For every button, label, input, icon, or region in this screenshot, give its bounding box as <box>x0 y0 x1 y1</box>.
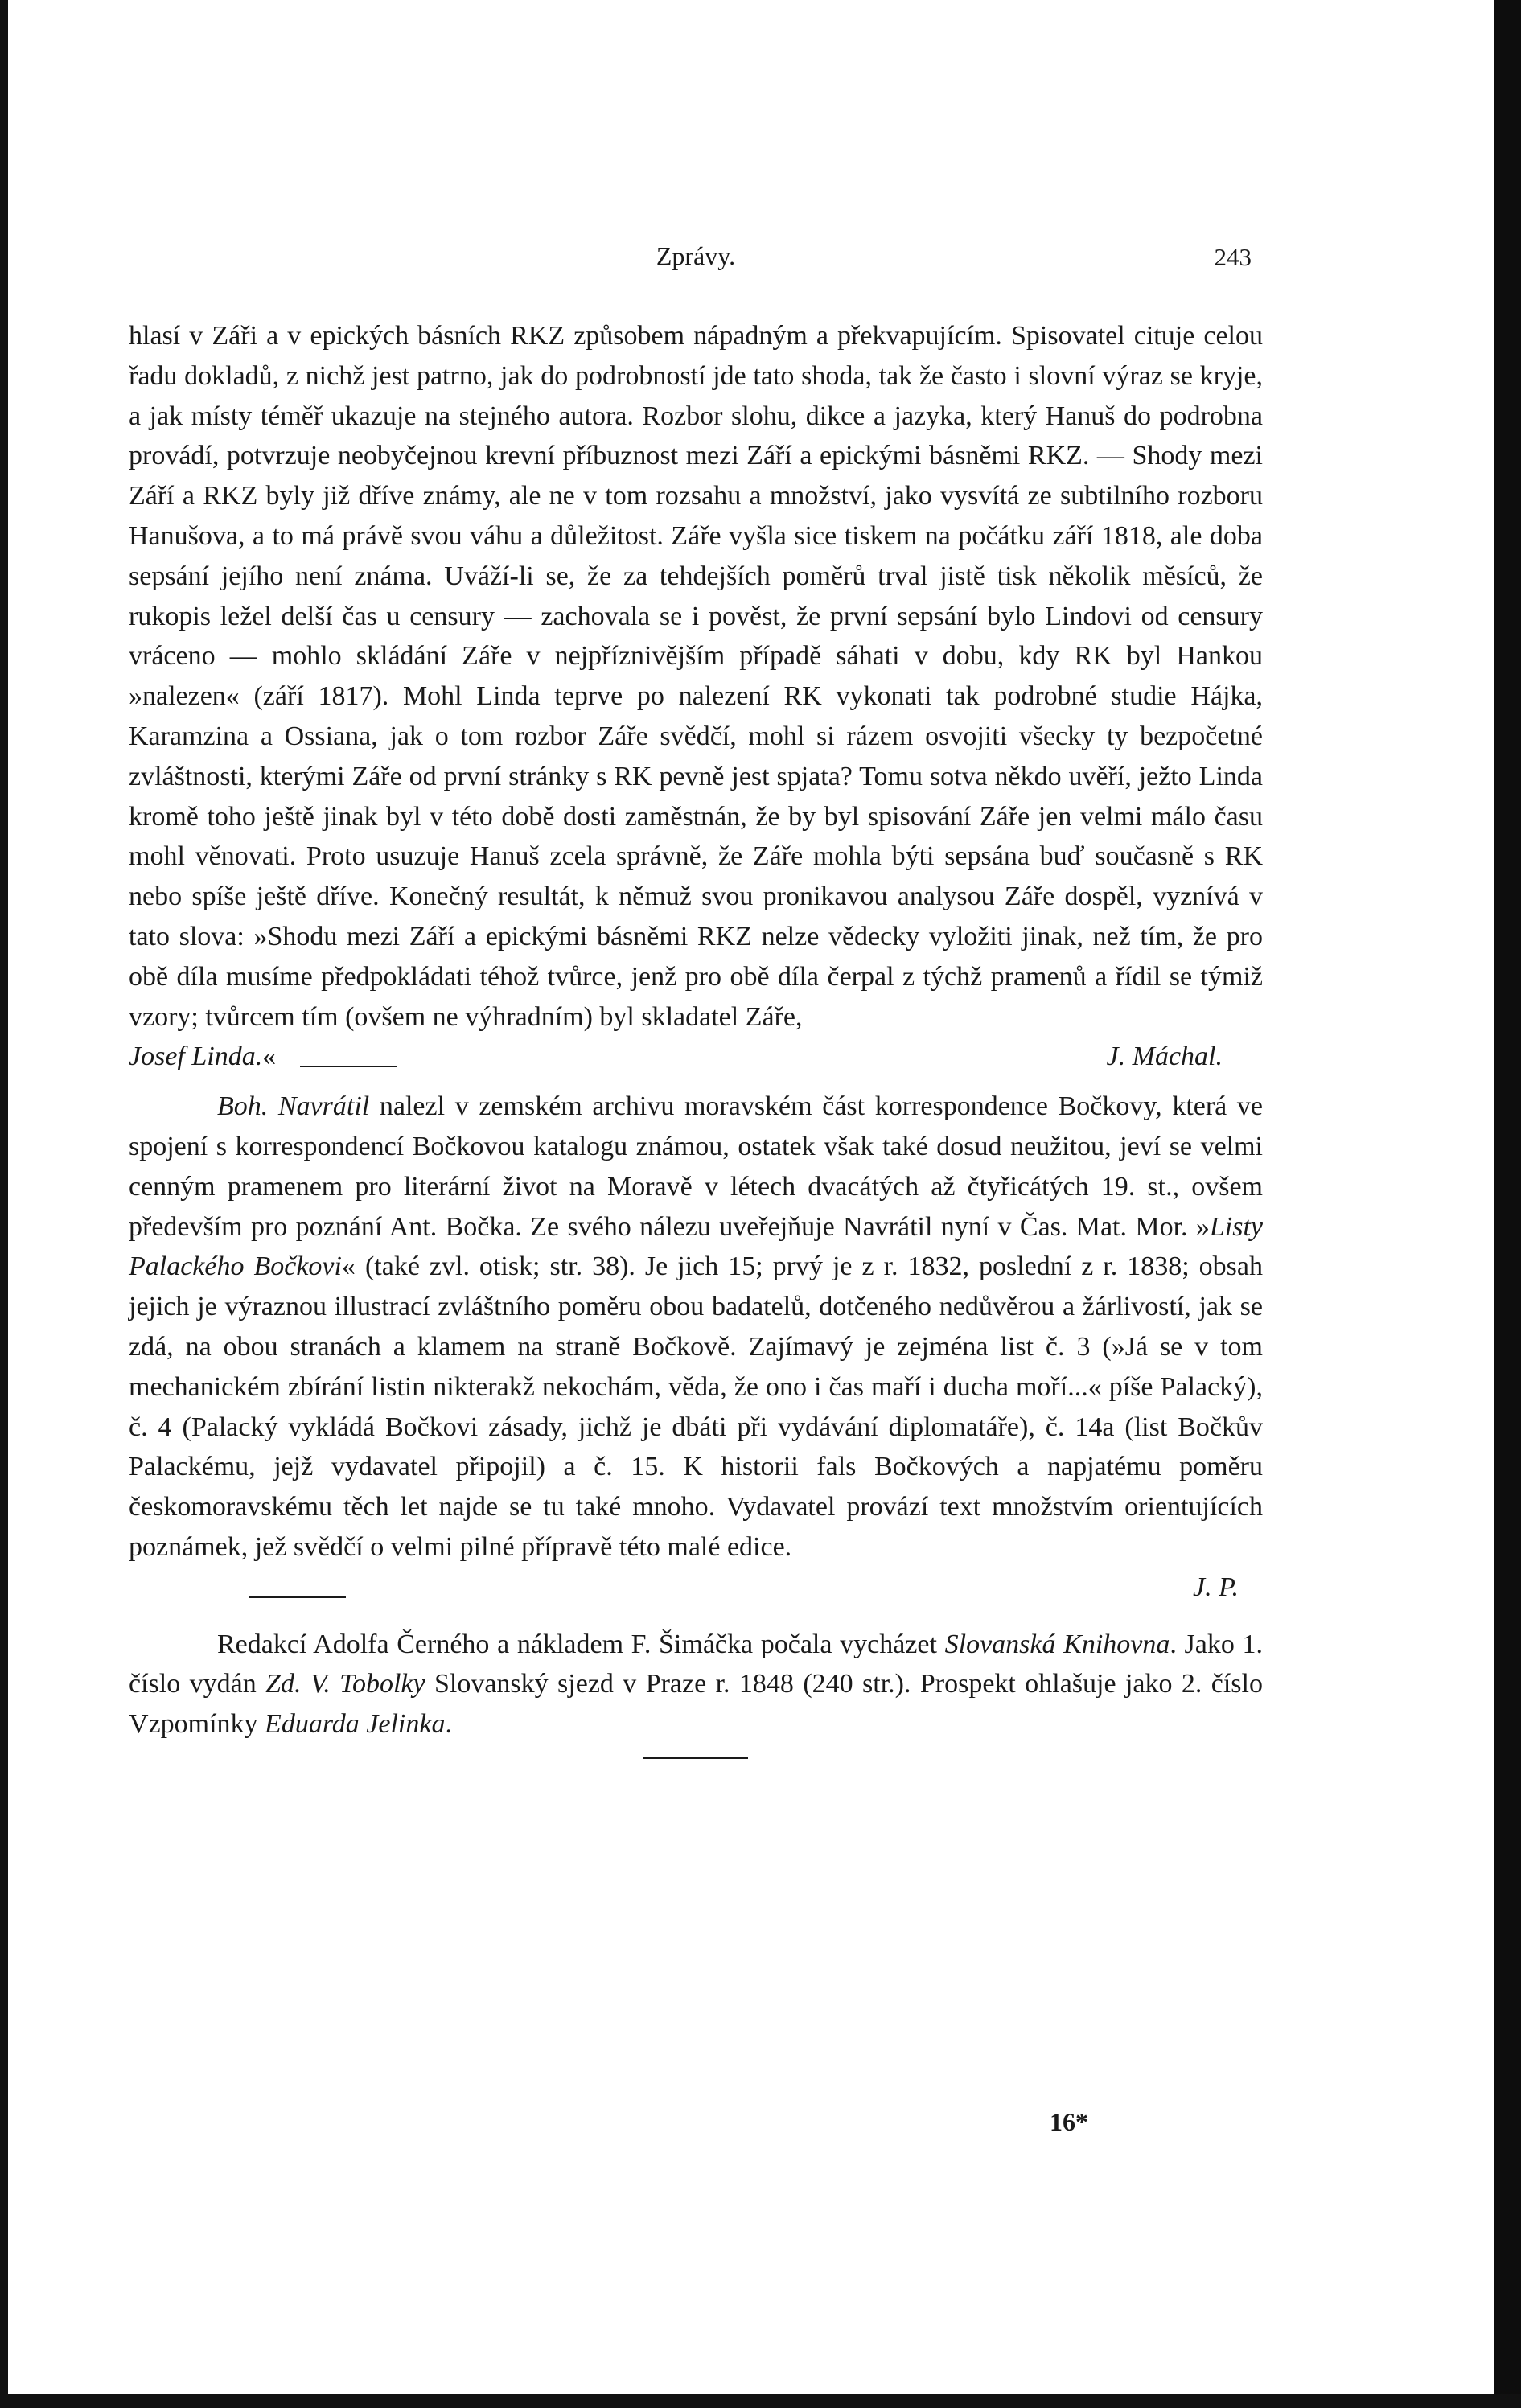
paragraph-text-continued: « (také zvl. otisk; str. 38). Je jich 15; prvý je z r. 1832, poslední z r. 1838; obsah jejich je výraznou illustrací zvláštního poměru obou badatelů, dotčeného nedůvěrou a žárlivostí, jak se zdá, na obou stranách a klamem na straně Bočkově. Zajímavý je zejména list č. 3 (»Já se v tom mechanickém zbírání listin nikterakž nekochám, věda, že ono i čas maří i ducha moří...« píše Palacký), č. 4 (Palacký vykládá Bočkovi zásady, jichž je dbáti při vydávání diplomatáře), č. 14a (list Bočkův Palackému, jejž vydavatel připojil) a č. 15. K historii fals Bočkových a napjatému poměru českomoravskému těch let najde se tu také mnoho. Vydavatel provází text množstvím orientujících poznámek, jež svědčí o velmi pilné přípravě této malé edice. <box>129 1251 1263 1562</box>
signature-line <box>129 1037 1263 1077</box>
scan-border-left <box>0 0 8 2408</box>
paragraph-text: . Jako 1. číslo vydán <box>129 1629 1264 1699</box>
page-number: 243 <box>1214 243 1252 271</box>
author-signature: J. Máchal. <box>1106 1042 1223 1072</box>
paragraph-navratil <box>129 1087 1263 1568</box>
separator-rule <box>643 1757 748 1759</box>
paragraph-slovanska-knihovna <box>129 1625 1263 1744</box>
editor-name: Zd. V. Tobolky <box>265 1669 425 1699</box>
scan-border-right <box>1494 0 1521 2408</box>
separator-rule <box>249 1596 346 1598</box>
paragraph-text: . <box>445 1709 452 1740</box>
running-title: Zprávy. <box>656 241 736 270</box>
paragraph-text: hlasí v Záři a v epických básních RKZ způsobem nápadným a překvapujícím. Spisovatel cituje celou řadu dokladů, z nichž jest patrno, jak do podrobností jde tato shoda, tak že často i slovní výraz se kryje, a jak místy téměř ukazuje na stejného autora. Rozbor slohu, dikce a jazyka, který Hanuš do podrobna provádí, potvrzuje neobyčejnou krevní příbuznost mezi Září a epickými básněmi RKZ. — Shody mezi Září a RKZ byly již dříve známy, ale ne v tom rozsahu a množství, jako vysvítá ze subtilního rozboru Hanušova, a to má právě svou váhu a důležitost. Záře vyšla sice tiskem na počátku září 1818, ale doba sepsání jejího není známa. Uváží-li se, že za tehdejších poměrů trval jistě tisk několik měsíců, že rukopis ležel delší čas u censury — zachovala se i pověst, že první sepsání bylo Lindovi od censury vráceno — mohlo skládání Záře v nejpříznivějším případě sáhati v dobu, kdy RK byl Hankou »nalezen« (září 1817). Mohl Linda teprve po nalezení RK vykonati tak podrobné studie Hájka, Karamzina a Ossiana, jak o tom rozbor Záře svědčí, mohl si rázem osvojiti všecky ty bezpočetné zvláštnosti, kterými Záře od první stránky s RK pevně jest spjata? Tomu sotva někdo uvěří, ježto Linda kromě toho ještě jinak byl v této době dosti zaměstnán, že by byl spisování Záře jen velmi málo času mohl věnovati. Proto usuzuje Hanuš zcela správně, že Záře mohla býti sepsána buď současně s RK nebo spíše ještě dříve. Konečný resultát, k němuž svou pronikavou analysou Záře dospěl, vyznívá v tato slova: »Shodu mezi Září a epickými básněmi RKZ nelze vědecky vyložiti jinak, než tím, že pro obě díla musíme předpokládati téhož tvůrce, jenž pro obě díla čerpal z týchž pramenů a řídil se týmiž vzory; tvůrcem tím (ovšem ne výhradním) byl skladatel Záře, <box>129 321 1263 1032</box>
page-header <box>129 241 1263 281</box>
body-text <box>129 316 1263 1759</box>
closing-quote: « <box>262 1042 277 1072</box>
work-title: Listy Palackého Bočkovi <box>129 1211 1263 1282</box>
signature-line <box>129 1568 1263 1608</box>
author-signature: J. P. <box>1193 1572 1239 1602</box>
printer-signature-mark: 16* <box>1050 2107 1088 2136</box>
author-name: Boh. Navrátil <box>217 1091 370 1122</box>
paragraph-text: nalezl v zemském archivu moravském část korrespondence Bočkovy, která ve spojení s korrespondencí Bočkovou katalogu známou, ostatek však také dosud neužitou, jeví se velmi cenným pramenem pro literární život na Moravě v létech dvacátých až čtyřicátých 19. st., ovšem především pro poznání Ant. Bočka. Ze svého nálezu uveřejňuje Navrátil nyní v Čas. Mat. Mor. » <box>129 1091 1263 1242</box>
paragraph-text: Slovanský sjezd v Praze r. 1848 (240 str.). Prospekt ohlašuje jako 2. číslo Vzpomínky <box>129 1669 1263 1740</box>
separator-rule <box>300 1066 397 1067</box>
series-title: Slovanská Knihovna <box>944 1629 1170 1659</box>
scan-border-bottom <box>0 2394 1521 2408</box>
paragraph-hanus-review <box>129 316 1263 1037</box>
person-name: Eduarda Jelinka <box>265 1709 446 1740</box>
closing-name: Josef Linda. <box>129 1042 263 1072</box>
paragraph-text: Redakcí Adolfa Černého a nákladem F. Šimáčka počala vycházet <box>217 1629 937 1659</box>
